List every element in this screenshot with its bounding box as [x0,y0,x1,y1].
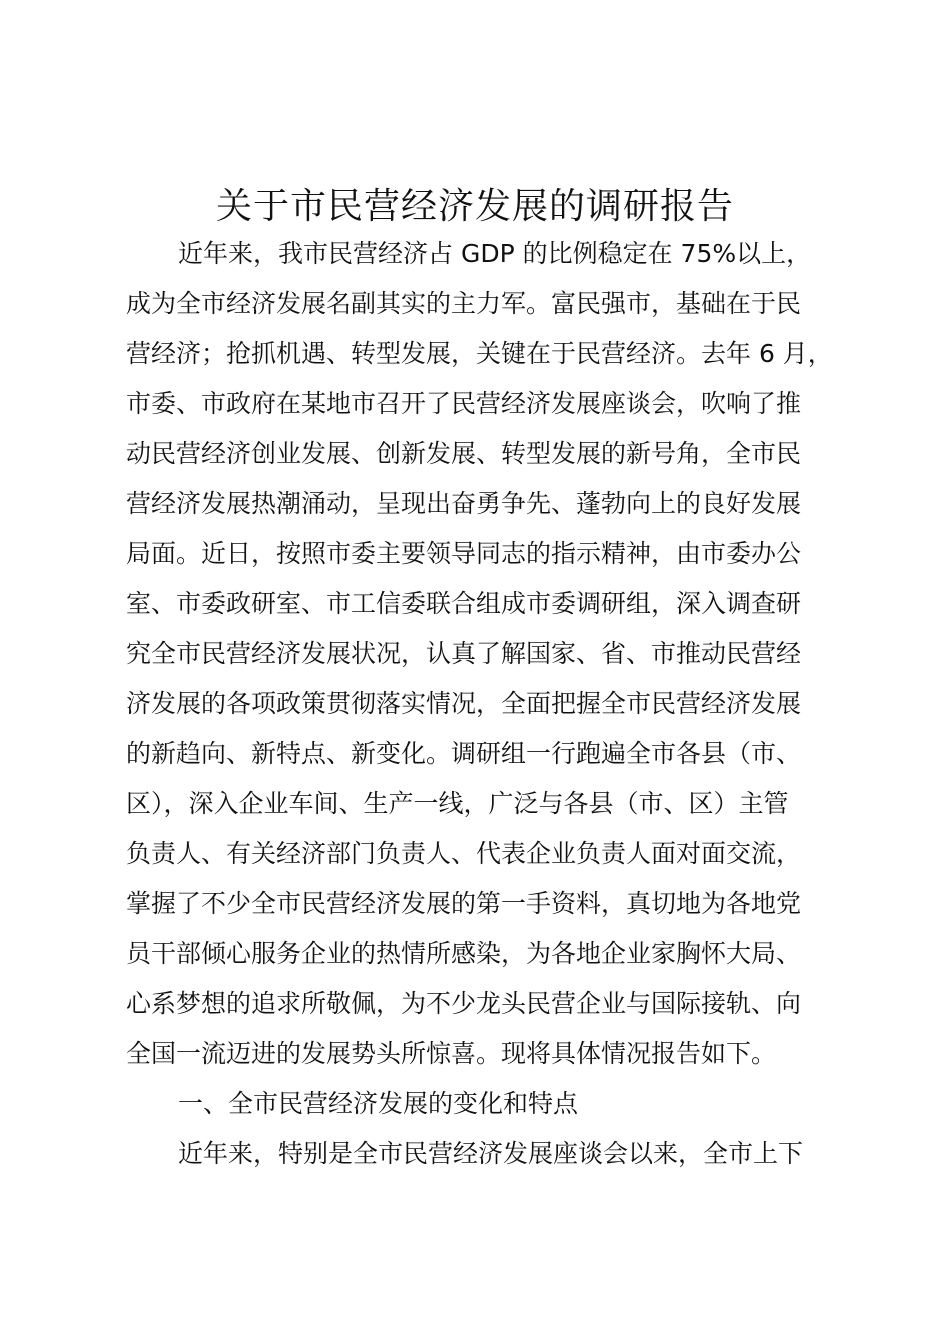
paragraph-line: 区），深入企业车间、生产一线，广泛与各县（市、区）主管 [126,789,789,818]
paragraph-line: 负责人、有关经济部门负责人、代表企业负责人面对面交流， [126,839,802,868]
paragraph-line: 全国一流迈进的发展势头所惊喜。现将具体情况报告如下。 [126,1039,777,1068]
paragraph-line: 的新趋向、新特点、新变化。调研组一行跑遍全市各县（市、 [126,739,802,768]
document-title: 关于市民营经济发展的调研报告 [215,186,734,227]
paragraph-line: 心系梦想的追求所敬佩，为不少龙头民营企业与国际接轨、向 [126,989,802,1018]
paragraph-line: 济发展的各项政策贯彻落实情况，全面把握全市民营经济发展 [126,689,802,718]
paragraph-line: 掌握了不少全市民营经济发展的第一手资料，真切地为各地党 [126,889,802,918]
paragraph-line: 市委、市政府在某地市召开了民营经济发展座谈会，吹响了推 [126,389,802,418]
paragraph-line: 营经济；抢抓机遇、转型发展，关键在于民营经济。去年 6 月， [126,339,833,368]
section-heading: 一、全市民营经济发展的变化和特点 [178,1089,579,1118]
paragraph-line: 局面。近日，按照市委主要领导同志的指示精神，由市委办公 [126,539,802,568]
paragraph-line: 成为全市经济发展名副其实的主力军。富民强市，基础在于民 [126,289,802,318]
paragraph-line: 动民营经济创业发展、创新发展、转型发展的新号角，全市民 [126,439,802,468]
paragraph-line: 员干部倾心服务企业的热情所感染，为各地企业家胸怀大局、 [126,939,802,968]
paragraph-line: 室、市委政研室、市工信委联合组成市委调研组，深入调查研 [126,589,802,618]
paragraph-line: 究全市民营经济发展状况，认真了解国家、省、市推动民营经 [126,639,802,668]
paragraph-line: 近年来，特别是全市民营经济发展座谈会以来，全市上下 [178,1139,804,1168]
paragraph-line: 近年来，我市民营经济占 GDP 的比例稳定在 75%以上， [178,239,812,268]
paragraph-line: 营经济发展热潮涌动，呈现出奋勇争先、蓬勃向上的良好发展 [126,489,802,518]
